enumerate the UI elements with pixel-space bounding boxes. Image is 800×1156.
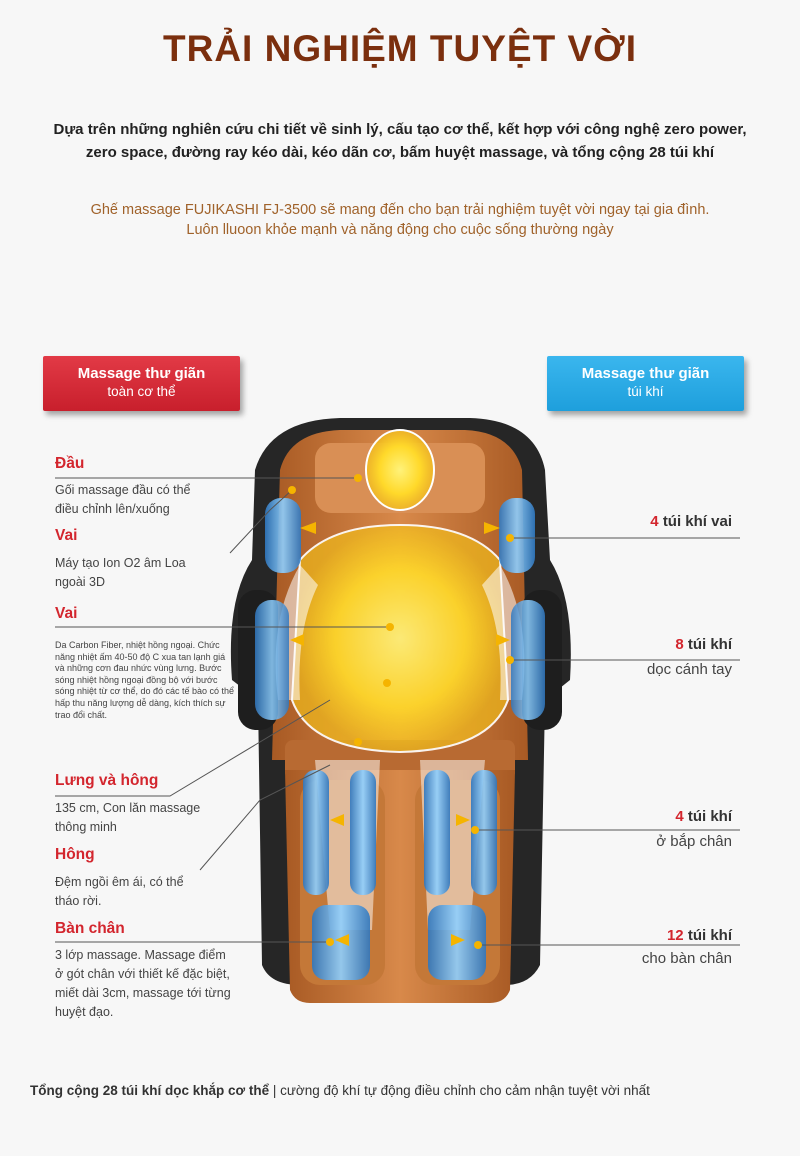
tag-left-line-1: Massage thư giãn <box>77 365 206 382</box>
airbag-calf-label <box>675 808 732 825</box>
airbag-feet-text: túi khí <box>687 927 732 944</box>
tag-right-line-1: Massage thư giãn <box>581 365 710 382</box>
subtitle-line-2: Luôn lluoon khỏe mạnh và năng động cho cuộc sống thường ngày <box>186 222 614 238</box>
airbag-feet-count: 12 <box>666 927 684 944</box>
feature-feet-heading: Bàn chân <box>55 920 125 937</box>
feature-shoulder-text: Máy tạo Ion O2 âm Loa ngoài 3D <box>55 556 186 589</box>
feature-head-heading: Đầu <box>55 455 85 472</box>
page-title: TRẢI NGHIỆM TUYỆT VỜI <box>163 28 637 69</box>
feature-back-hip-heading: Lưng và hông <box>55 772 159 789</box>
intro-text: Dựa trên những nghiên cứu chi tiết về sinh lý, cấu tạo cơ thể, kết hợp với công nghệ zero power, zero space, đường ray kéo dài, kéo dãn cơ, bấm huyệt massage, và tổng cộng 28 túi khí <box>53 121 747 161</box>
airbag-calf-count: 4 <box>675 808 684 825</box>
footer-note <box>30 1083 770 1098</box>
airbag-shoulder-text: túi khí vai <box>662 513 732 530</box>
feature-shoulder-heading: Vai <box>55 527 78 544</box>
airbag-feet-label <box>667 927 732 944</box>
airbag-arm-sub: dọc cánh tay <box>646 661 732 678</box>
airbag-feet-sub: cho bàn chân <box>641 950 732 967</box>
tag-full-body-massage <box>43 356 240 411</box>
feature-shoulder-2-text: Da Carbon Fiber, nhiệt hồng ngoại. Chức năng nhiệt ấm 40-50 độ C xua tan lạnh giá và những cơn đau nhức vùng lưng. Bước sóng nhiệt hồng ngoại đồng bộ với bước sóng nhiệt từ cơ thể, do đó các tế bào có thể hấp thu năng lượng dễ dàng, kích thích sự trao đổi chất. <box>55 640 235 720</box>
tag-airbag-massage <box>547 356 744 411</box>
feature-shoulder-2-heading: Vai <box>55 605 78 622</box>
feature-hip-text: Đệm ngồi êm ái, có thể tháo rời. <box>55 875 184 908</box>
airbag-shoulder-count: 4 <box>650 513 659 530</box>
feature-hip-heading: Hông <box>55 846 95 863</box>
feature-head-text: Gối massage đầu có thể điều chỉnh lên/xuống <box>55 483 191 516</box>
airbag-calf-sub: ở bắp chân <box>656 833 732 850</box>
tag-left-line-2: toàn cơ thể <box>107 384 176 399</box>
subtitle-line-1: Ghế massage FUJIKASHI FJ-3500 sẽ mang đến cho bạn trải nghiệm tuyệt vời ngay tại gia đình. <box>90 202 710 218</box>
airbag-calf-text: túi khí <box>687 808 732 825</box>
footer-bold: Tổng cộng 28 túi khí dọc khắp cơ thể <box>30 1083 270 1098</box>
airbag-arm-count: 8 <box>675 636 684 653</box>
airbag-arm-label <box>675 636 732 653</box>
footer-rest: | cường độ khí tự động điều chỉnh cho cảm nhận tuyệt vời nhất <box>269 1083 650 1098</box>
tag-right-line-2: túi khí <box>627 384 664 399</box>
feature-feet-text: 3 lớp massage. Massage điểm ở gót chân với thiết kế đặc biệt, miết dài 3cm, massage tới từng huyệt đạo. <box>55 948 231 1019</box>
airbag-arm-text: túi khí <box>687 636 732 653</box>
feature-back-hip-text: 135 cm, Con lăn massage thông minh <box>55 801 201 834</box>
airbag-shoulder-label <box>650 513 732 530</box>
